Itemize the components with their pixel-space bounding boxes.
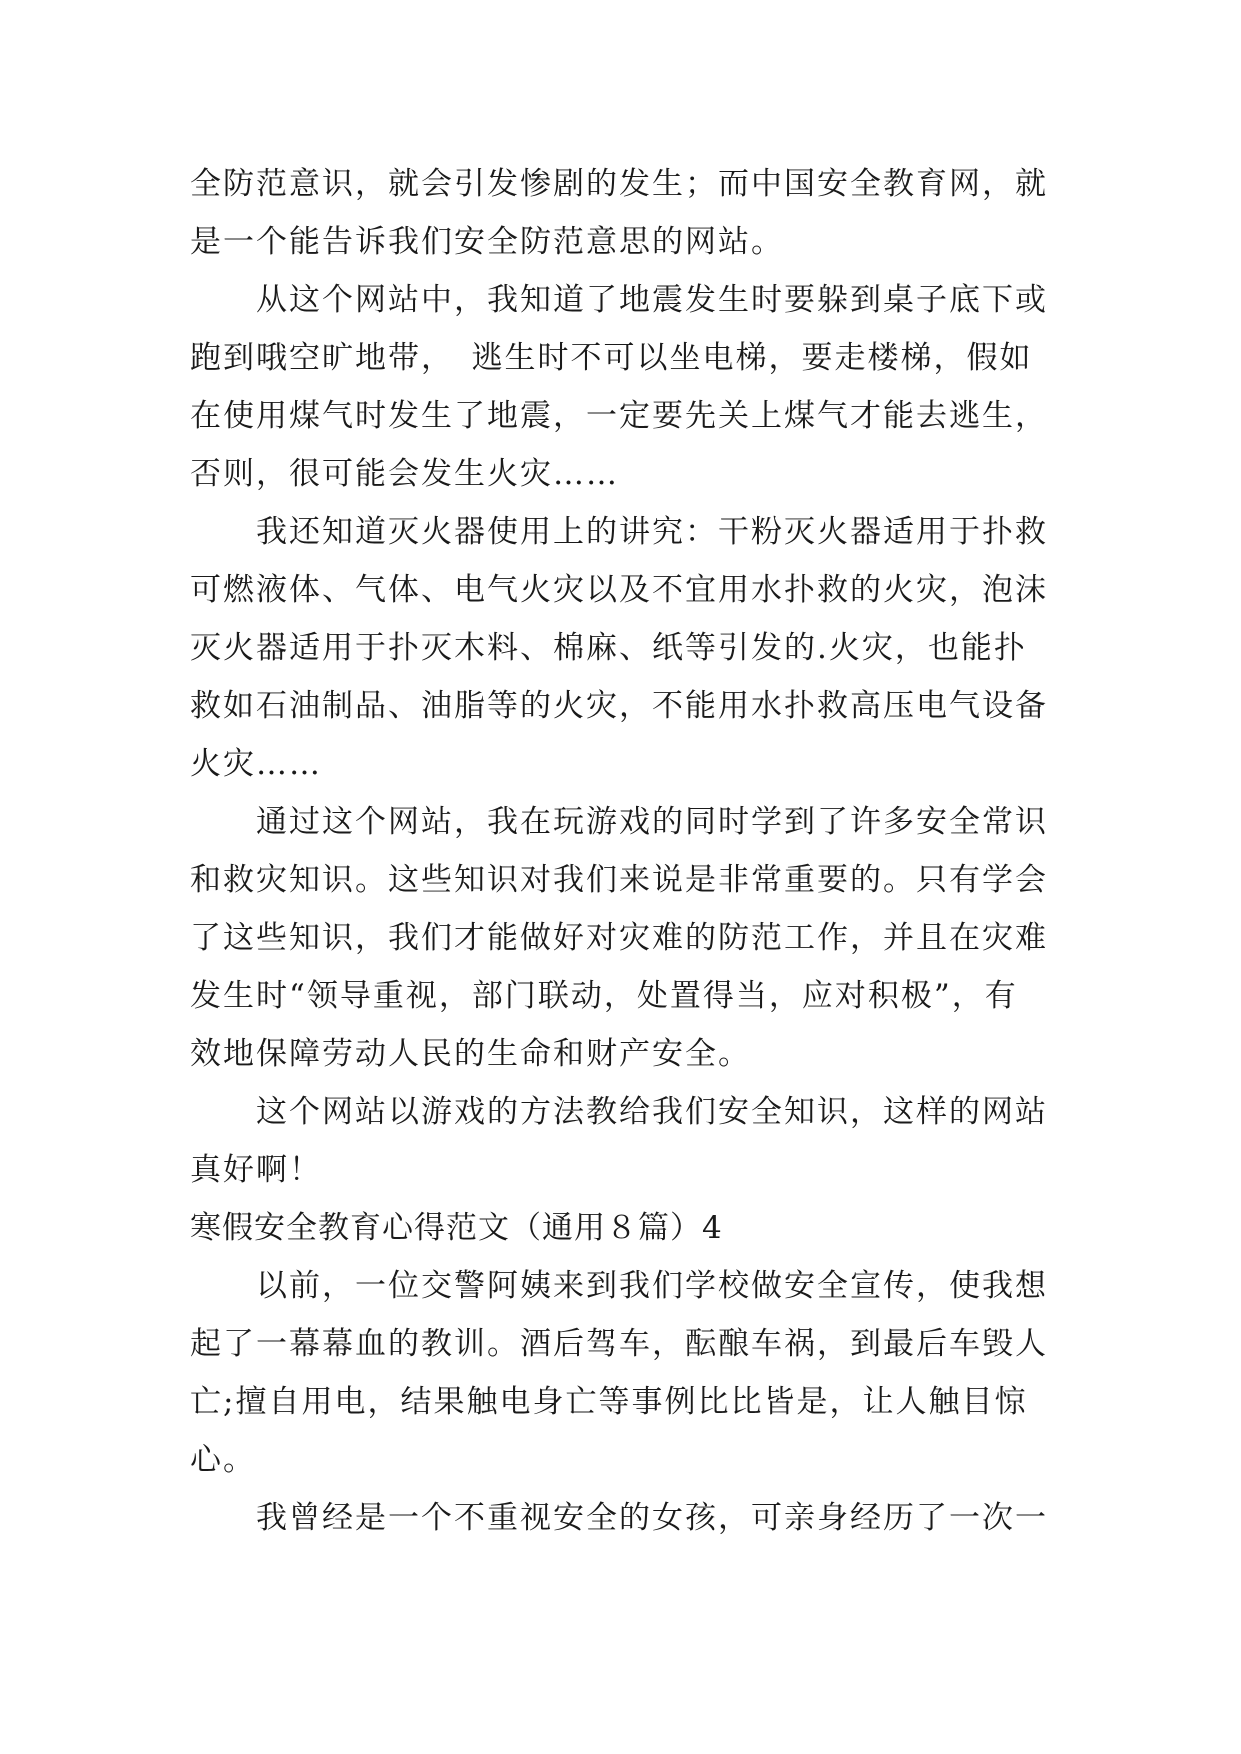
- text-line: 从这个网站中，我知道了地震发生时要躲到桌子底下或: [190, 282, 1048, 318]
- document-body: [190, 155, 1060, 1547]
- text-line: 通过这个网站，我在玩游戏的同时学到了许多安全常识: [190, 804, 1048, 840]
- text-line: 亡;擅自用电，结果触电身亡等事例比比皆是，让人触目惊: [190, 1384, 1028, 1420]
- text-line: 这个网站以游戏的方法教给我们安全知识，这样的网站: [190, 1094, 1048, 1130]
- text-line: 在使用煤气时发生了地震，一定要先关上煤气才能去逃生，: [190, 398, 1048, 434]
- text-line: 效地保障劳动人民的生命和财产安全。: [190, 1036, 751, 1072]
- text-line: 救如石油制品、油脂等的火灾，不能用水扑救高压电气设备: [190, 688, 1048, 724]
- text-line: 以前，一位交警阿姨来到我们学校做安全宣传，使我想: [190, 1268, 1048, 1304]
- text-line: 可燃液体、气体、电气火灾以及不宜用水扑救的火灾，泡沫: [190, 572, 1048, 608]
- paragraph: [190, 1257, 1060, 1489]
- text-line: 灭火器适用于扑灭木料、棉麻、纸等引发的.火灾，也能扑: [190, 630, 1027, 666]
- text-line: 跑到哦空旷地带， 逃生时不可以坐电梯，要走楼梯，假如: [190, 340, 1033, 376]
- text-line: 发生时“领导重视，部门联动，处置得当，应对积极”，有: [190, 978, 1018, 1014]
- text-line: 寒假安全教育心得范文（通用８篇）4: [190, 1210, 723, 1246]
- text-line: 是一个能告诉我们安全防范意思的网站。: [190, 224, 784, 260]
- text-line: 起了一幕幕血的教训。酒后驾车，酝酿车祸，到最后车毁人: [190, 1326, 1048, 1362]
- paragraph: [190, 1489, 1060, 1547]
- paragraph: [190, 793, 1060, 1083]
- text-blocks: [190, 155, 1060, 1547]
- text-line: 心。: [190, 1442, 256, 1478]
- text-line: 我曾经是一个不重视安全的女孩，可亲身经历了一次一: [190, 1500, 1048, 1536]
- text-line: 否则，很可能会发生火灾……: [190, 456, 619, 492]
- paragraph: [190, 503, 1060, 793]
- text-line: 火灾……: [190, 746, 322, 782]
- paragraph: [190, 271, 1060, 503]
- text-line: 了这些知识，我们才能做好对灾难的防范工作，并且在灾难: [190, 920, 1048, 956]
- text-line: 真好啊！: [190, 1152, 322, 1188]
- text-line: 我还知道灭火器使用上的讲究：干粉灭火器适用于扑救: [190, 514, 1048, 550]
- text-line: 和救灾知识。这些知识对我们来说是非常重要的。只有学会: [190, 862, 1048, 898]
- paragraph: [190, 155, 1060, 271]
- text-line: 全防范意识，就会引发惨剧的发生；而中国安全教育网，就: [190, 166, 1048, 202]
- section-heading: [190, 1199, 1060, 1257]
- paragraph: [190, 1083, 1060, 1199]
